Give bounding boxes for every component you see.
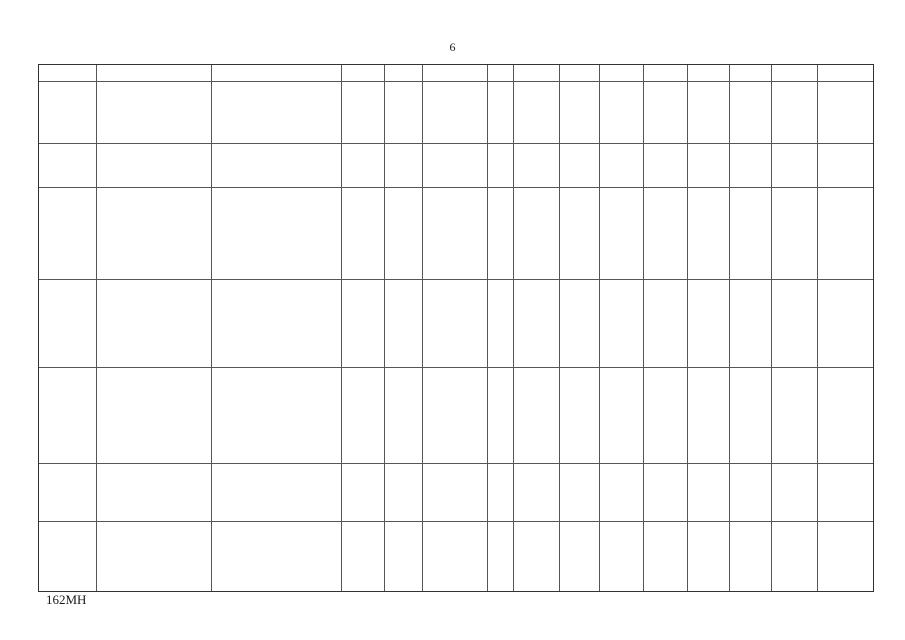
table-rule xyxy=(643,65,644,591)
table-rule xyxy=(771,65,772,591)
footer-mark: 162МН xyxy=(46,592,87,607)
page-number: 6 xyxy=(449,40,456,54)
table-rule xyxy=(487,65,488,591)
budget-table-region xyxy=(38,64,874,592)
table-rule xyxy=(817,65,818,591)
table-rule xyxy=(341,65,342,591)
table-rule xyxy=(39,279,873,280)
table-rule xyxy=(513,65,514,591)
table-rule xyxy=(384,65,385,591)
table-rule xyxy=(39,521,873,522)
table-rule xyxy=(211,65,212,591)
table-rule xyxy=(39,463,873,464)
table-rule xyxy=(422,65,423,591)
table-rule xyxy=(39,81,873,82)
table-rule xyxy=(39,187,873,188)
table-rule xyxy=(39,367,873,368)
table-rule xyxy=(96,65,97,591)
table-rule xyxy=(729,65,730,591)
table-rule xyxy=(39,143,873,144)
table-rule xyxy=(687,65,688,591)
table-rule xyxy=(599,65,600,591)
table-rule xyxy=(559,65,560,591)
